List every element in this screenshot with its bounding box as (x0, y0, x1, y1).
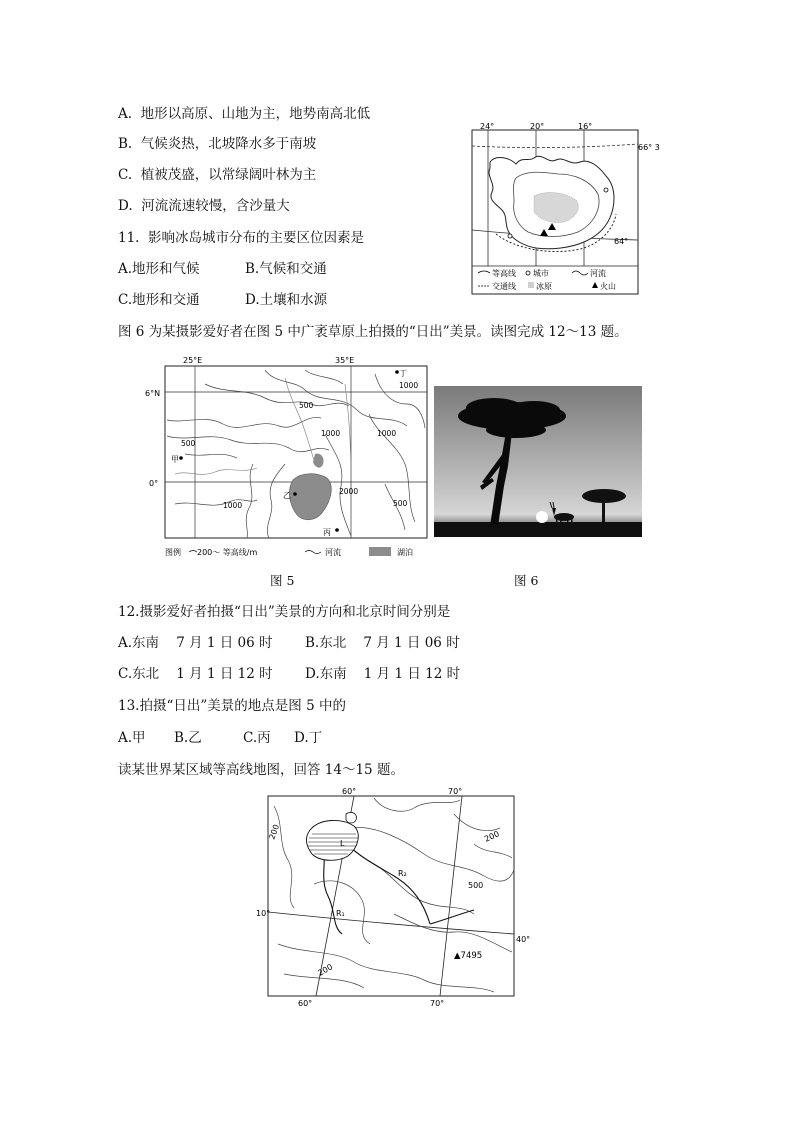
legend-glacier: 冰原 (536, 282, 552, 291)
sa-peak-7495: ▲7495 (454, 951, 483, 961)
sa-lon-70-top: 70° (448, 787, 463, 796)
sa-contour-200-left: 200 (267, 823, 282, 841)
fig5-lon-25: 25°E (183, 356, 203, 365)
q10-option-a: A. 地形以高原、山地为主，地势南高北低 (118, 106, 371, 122)
iceland-lat-64: 64° (614, 237, 629, 246)
sa-lon-60-top: 60° (342, 787, 357, 796)
sa-lat-40: 40° (516, 935, 531, 944)
sun-icon (536, 511, 548, 523)
legend-traffic: 交通线 (492, 282, 516, 291)
fig5-contour-500: 500 (299, 401, 314, 410)
intro-14-15: 读某世界某区域等高线地图，回答 14～15 题。 (118, 762, 404, 778)
place-ding: 丁 (399, 369, 407, 378)
figure-5-caption: 图 5 (270, 573, 295, 588)
q12-option-a: A.东南 7 月 1 日 06 时 (118, 635, 273, 651)
q11-option-b: B.气候和交通 (245, 261, 327, 277)
city-icon (526, 271, 530, 275)
figure-6-photo (434, 386, 642, 537)
fig5-legend-river: 河流 (325, 548, 341, 557)
iceland-map (466, 118, 660, 298)
q12-option-d: D.东南 1 月 1 日 12 时 (305, 666, 461, 682)
q12-stem: 12.摄影爱好者拍摄“日出”美景的方向和北京时间分别是 (118, 604, 451, 620)
sa-contour-200-bottom: 200 (316, 962, 335, 978)
q11-stem: 11. 影响冰岛城市分布的主要区位因素是 (118, 230, 365, 246)
fig5-legend-title: 图例 (165, 548, 181, 557)
place-jia: 甲 (171, 455, 179, 464)
q10-option-b: B. 气候炎热，北坡降水多于南坡 (118, 136, 317, 152)
lake-legend-icon (369, 547, 391, 556)
q11-option-d: D.土壤和水源 (245, 292, 328, 308)
sa-lat-10: 10° (256, 909, 271, 918)
q13-option-d: D.丁 (294, 730, 323, 746)
q13-option-c: C.丙 (243, 730, 271, 746)
q13-stem: 13.拍摄“日出”美景的地点是图 5 中的 (118, 698, 346, 714)
sa-contour-500: 500 (468, 881, 484, 890)
q12-option-b: B.东北 7 月 1 日 06 时 (305, 635, 460, 651)
iceland-lat-66: 66° 3 (638, 143, 660, 152)
fig5-contour-1000: 1000 (321, 429, 341, 438)
sa-lon-60-bottom: 60° (298, 999, 313, 1008)
iceland-lon-24: 24° (480, 122, 495, 131)
fig5-contour-2000: 2000 (339, 487, 359, 496)
sa-lake-label: L (340, 839, 345, 848)
legend-volcano: 火山 (600, 282, 616, 291)
intro-12-13: 图 6 为某摄影爱好者在图 5 中广袤草原上拍摄的“日出”美景。读图完成 12～13 题。 (118, 324, 628, 340)
sa-lon-70-bottom: 70° (430, 999, 445, 1008)
fig5-legend-contour: 200～ 等高线/m (197, 548, 258, 557)
q11-option-a: A.地形和气候 (118, 261, 200, 277)
place-yi: 乙 (283, 491, 291, 500)
fig5-contour-1000-right: 1000 (377, 429, 397, 438)
fig5-lat-0: 0° (149, 479, 159, 488)
legend-city: 城市 (533, 269, 549, 278)
fig5-contour-500-left: 500 (181, 439, 196, 448)
figure-5-map (145, 354, 430, 567)
sa-river-r2: R₂ (398, 869, 407, 878)
q13-option-a: A.甲 (118, 730, 146, 746)
fig5-contour-500-right: 500 (393, 499, 408, 508)
iceland-lon-20: 20° (530, 122, 545, 131)
fig5-contour-1000-lower: 1000 (223, 501, 243, 510)
city-icon (508, 234, 512, 238)
city-icon (604, 188, 608, 192)
glacier-icon (528, 282, 534, 288)
q12-option-c: C.东北 1 月 1 日 12 时 (118, 666, 273, 682)
q10-option-c: C. 植被茂盛，以常绿阔叶林为主 (118, 167, 317, 183)
fig5-lat-6n: 6°N (145, 389, 161, 398)
q11-option-c: C.地形和交通 (118, 292, 200, 308)
iceland-lon-16: 16° (578, 122, 593, 131)
legend-river: 河流 (590, 269, 606, 278)
q10-option-d: D. 河流流速较慢，含沙量大 (118, 198, 290, 214)
sa-river-r1: R₁ (336, 909, 345, 918)
contour-map-south-america (254, 784, 531, 1010)
q13-option-b: B.乙 (174, 730, 202, 746)
fig5-legend-lake: 湖泊 (397, 548, 413, 557)
fig5-lon-35: 35°E (335, 356, 355, 365)
legend-contour: 等高线 (492, 269, 516, 278)
sa-contour-200-right: 200 (483, 829, 501, 844)
place-bing: 丙 (323, 528, 331, 537)
fig5-contour-1000-top: 1000 (399, 381, 419, 390)
figure-6-caption: 图 6 (514, 573, 539, 588)
